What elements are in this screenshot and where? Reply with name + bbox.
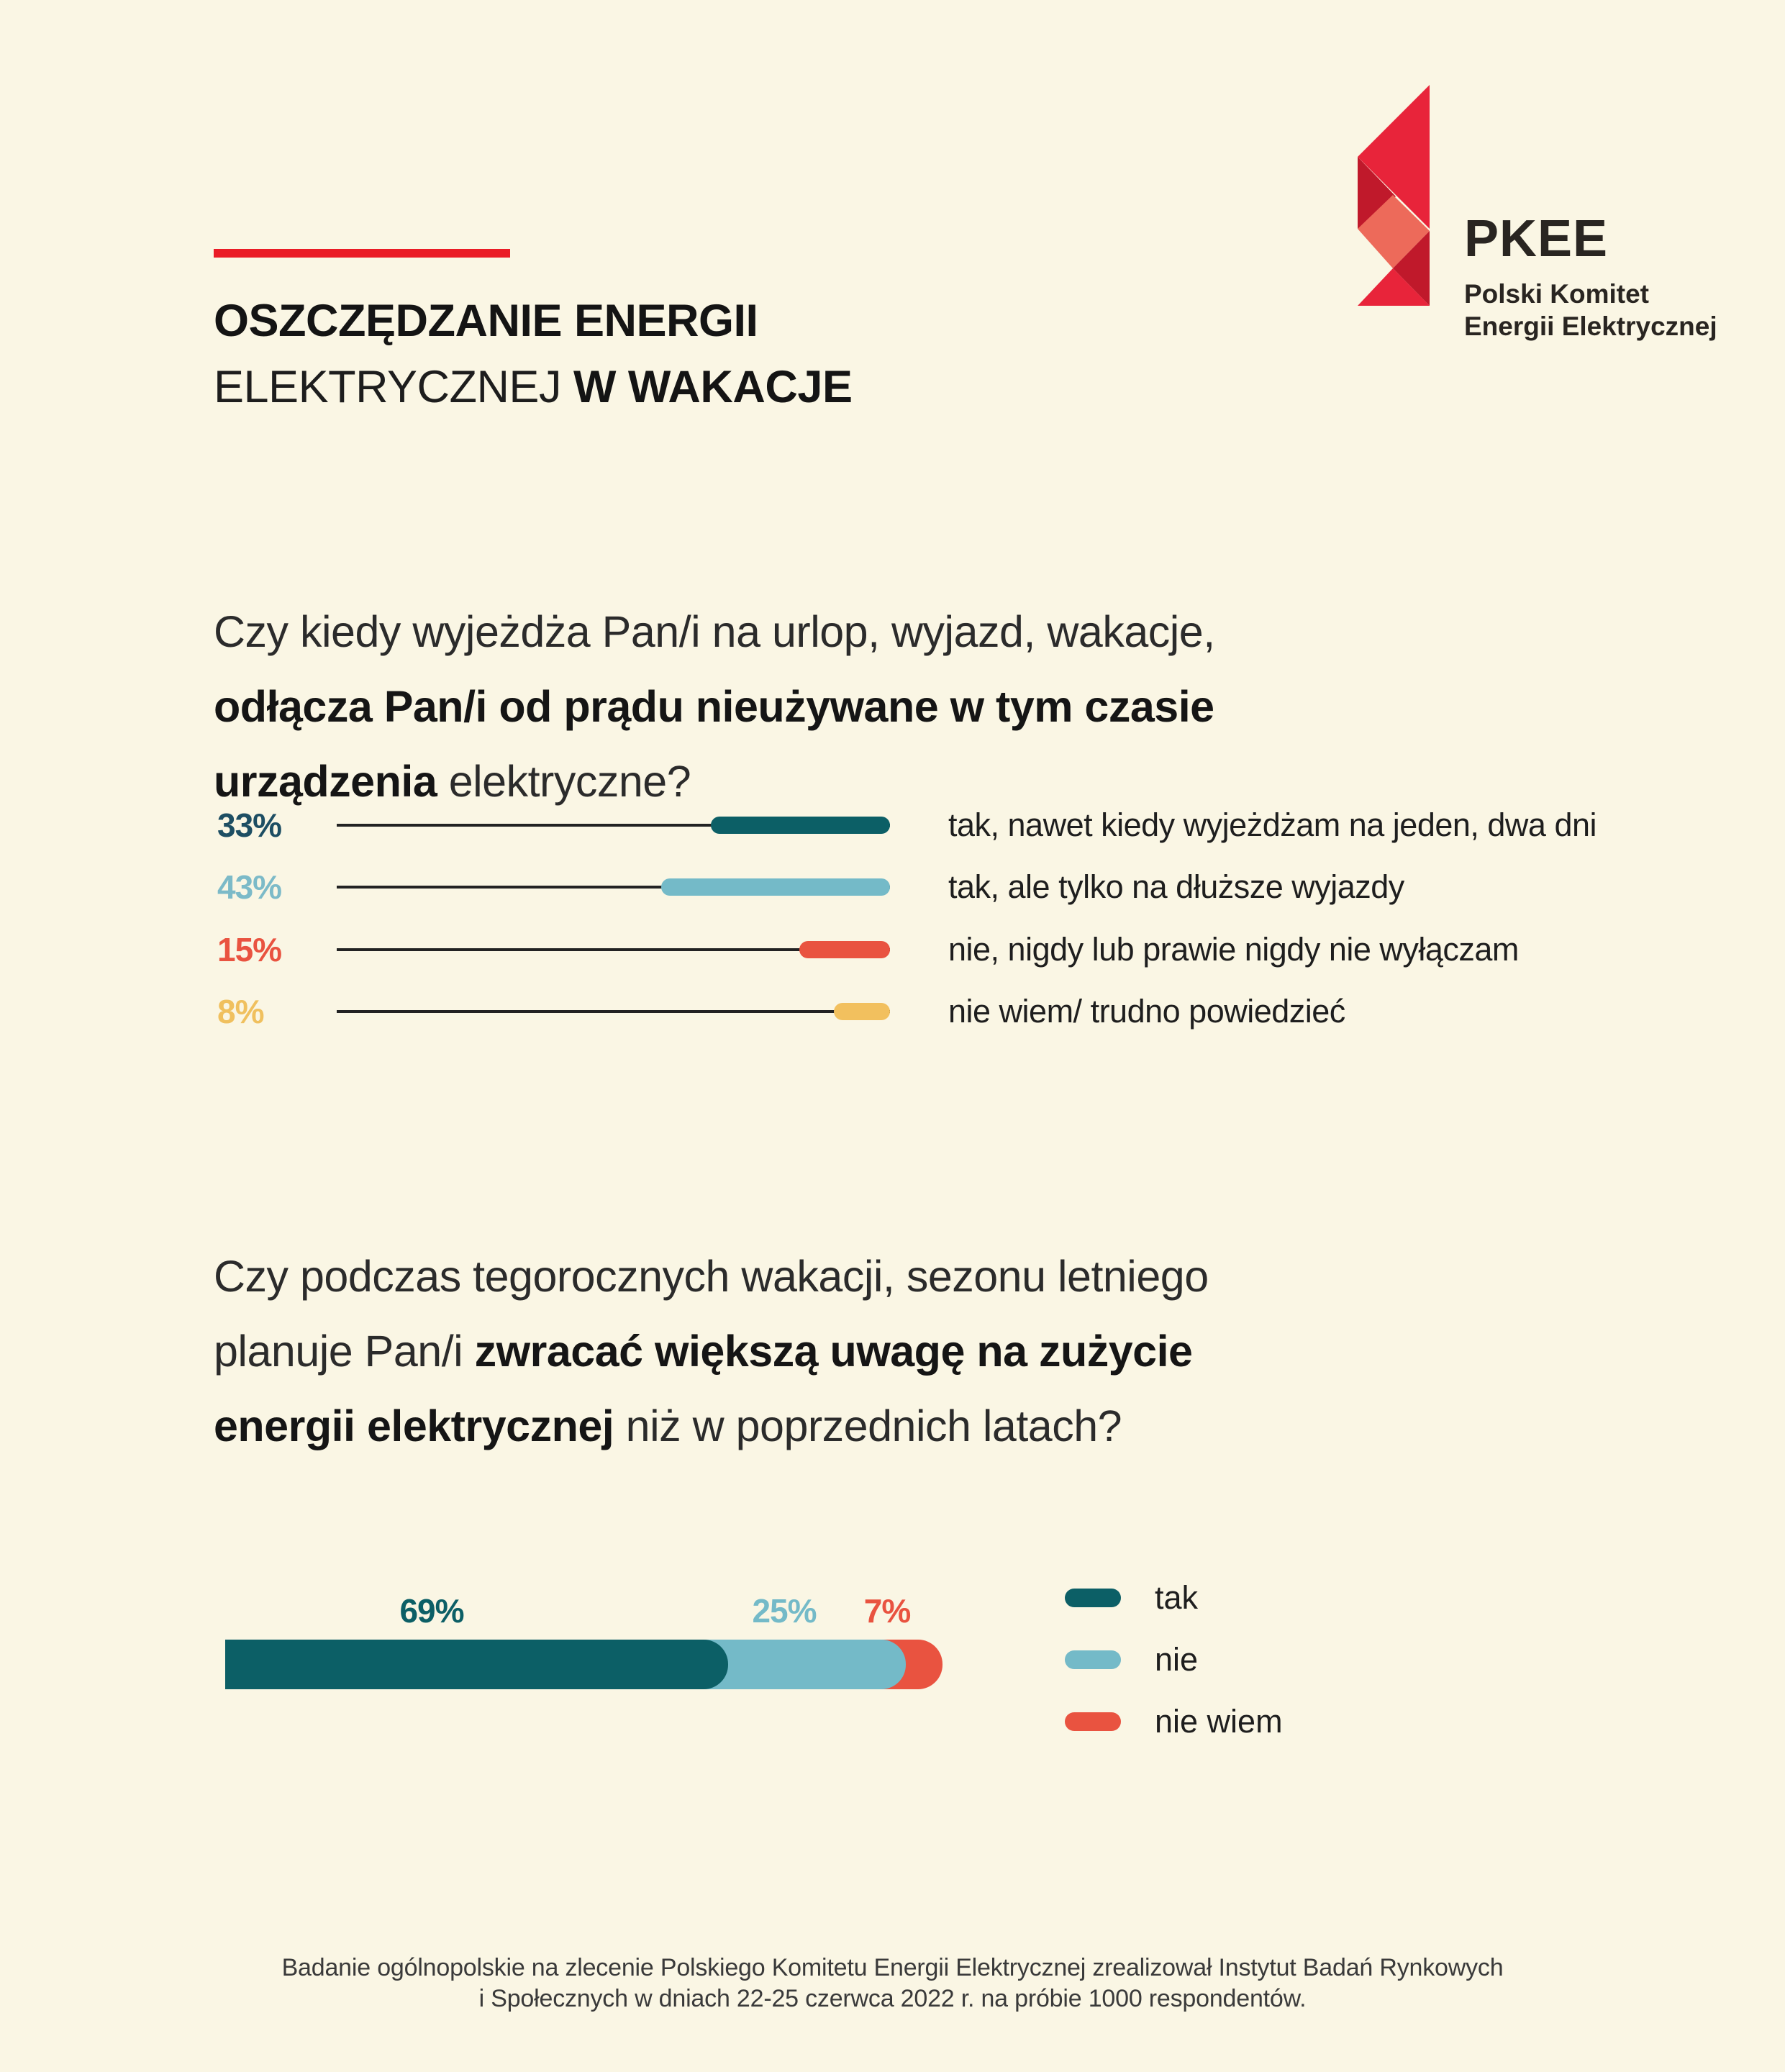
question-1-line-3: urządzenia elektryczne? bbox=[214, 757, 691, 806]
legend-swatch bbox=[1065, 1650, 1121, 1669]
value-label: 8% bbox=[217, 993, 264, 1030]
legend-swatch bbox=[1065, 1589, 1121, 1607]
question-1-line-1: Czy kiedy wyjeżdża Pan/i na urlop, wyjazd, wakacje, bbox=[214, 607, 1215, 656]
page-title bbox=[214, 288, 852, 420]
legend-item bbox=[1065, 1629, 1496, 1691]
value-label: 69% bbox=[399, 1592, 464, 1630]
question-2-line-2: planuje Pan/i zwracać większą uwagę na zużycie bbox=[214, 1327, 1193, 1376]
question-2-line-1: Czy podczas tegorocznych wakacji, sezonu letniego bbox=[214, 1252, 1209, 1301]
bar-capsule bbox=[834, 1003, 890, 1020]
answer-label: tak, ale tylko na dłuższe wyjazdy bbox=[948, 868, 1404, 905]
legend-item bbox=[1065, 1691, 1496, 1753]
value-label: 15% bbox=[217, 931, 282, 968]
chart1-row bbox=[0, 981, 1785, 1042]
segment-tak bbox=[225, 1640, 728, 1689]
question-2 bbox=[214, 1239, 1209, 1463]
question-1 bbox=[214, 594, 1215, 819]
legend-item bbox=[1065, 1567, 1496, 1629]
logo-subtitle-line-2: Energii Elektrycznej bbox=[1464, 312, 1717, 341]
answer-label: nie wiem/ trudno powiedzieć bbox=[948, 993, 1345, 1030]
legend-label: nie wiem bbox=[1155, 1703, 1283, 1740]
survey-note-line-2: i Społecznych w dniach 22-25 czerwca 2022 r. na próbie 1000 respondentów. bbox=[478, 1985, 1307, 2012]
pkee-logo-text bbox=[1464, 210, 1717, 342]
value-label: 25% bbox=[752, 1592, 817, 1630]
chart1-row bbox=[0, 856, 1785, 918]
bar-capsule bbox=[711, 817, 890, 834]
answer-label: tak, nawet kiedy wyjeżdżam na jeden, dwa dni bbox=[948, 806, 1597, 843]
legend-label: tak bbox=[1155, 1579, 1199, 1616]
logo-name: PKEE bbox=[1464, 210, 1609, 268]
logo-subtitle-line-1: Polski Komitet bbox=[1464, 279, 1649, 309]
answer-label: nie, nigdy lub prawie nigdy nie wyłączam bbox=[948, 931, 1519, 968]
survey-note-line-1: Badanie ogólnopolskie na zlecenie Polskiego Komitetu Energii Elektrycznej zrealizował Instytut Badań Rynkowych bbox=[281, 1954, 1504, 1981]
question-2-line-3: energii elektrycznej niż w poprzednich latach? bbox=[214, 1401, 1122, 1450]
bar-capsule bbox=[661, 878, 890, 896]
chart1-row bbox=[0, 919, 1785, 981]
stacked-bar bbox=[225, 1640, 943, 1689]
question-1-line-2: odłącza Pan/i od prądu nieużywane w tym czasie bbox=[214, 682, 1214, 731]
logo-subtitle bbox=[1464, 278, 1717, 342]
legend-label: nie bbox=[1155, 1641, 1199, 1678]
value-label: 43% bbox=[217, 868, 282, 906]
survey-note bbox=[0, 1953, 1785, 2014]
accent-line bbox=[214, 249, 510, 258]
title-line-2: ELEKTRYCZNEJ W WAKACJE bbox=[214, 362, 853, 412]
value-label: 33% bbox=[217, 806, 282, 844]
title-line-1: OSZCZĘDZANIE ENERGII bbox=[214, 296, 758, 346]
bar-capsule bbox=[799, 941, 890, 958]
chart1-row bbox=[0, 794, 1785, 856]
pkee-logo-icon bbox=[1350, 79, 1430, 309]
bar-track-line bbox=[337, 1010, 890, 1013]
legend-swatch bbox=[1065, 1712, 1121, 1731]
value-label: 7% bbox=[863, 1592, 911, 1630]
